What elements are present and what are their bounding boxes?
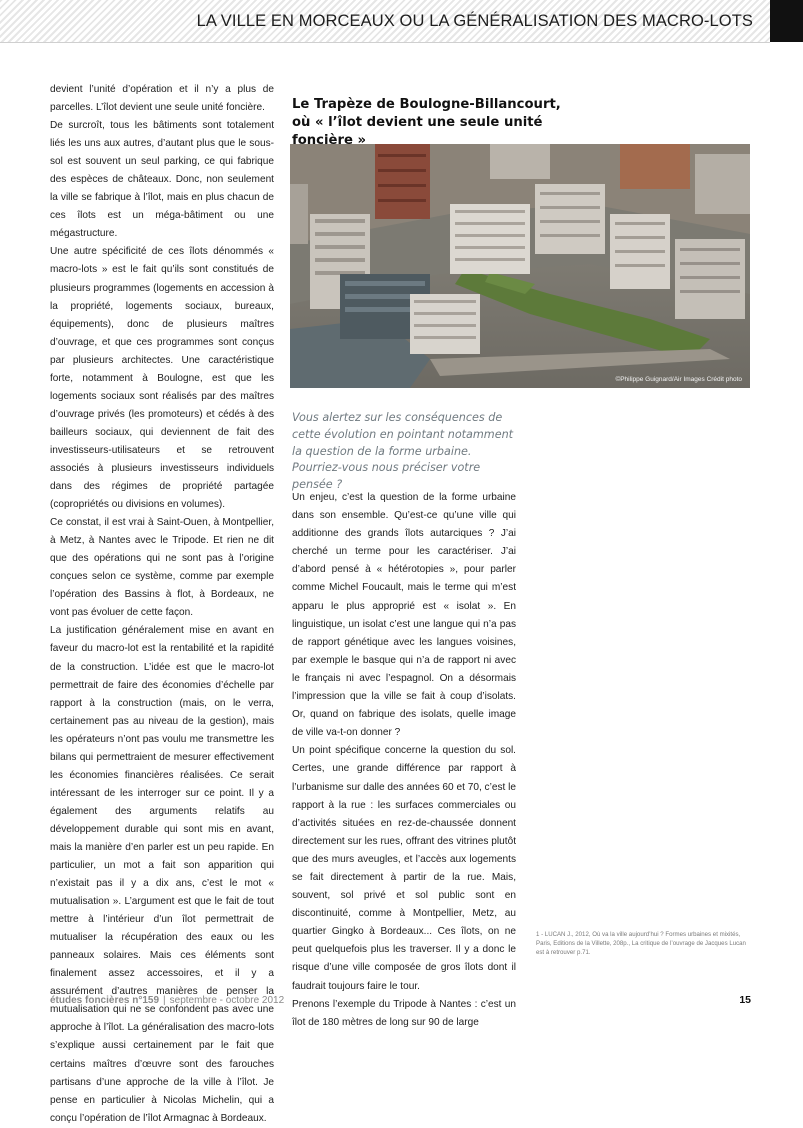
caption-box [290, 90, 566, 148]
interview-question [292, 410, 522, 494]
paragraph: Un enjeu, c’est la question de la forme urbaine dans son ensemble. Qu’est-ce qu’une ville qui additionne des grands îlots autarciques ? J’ai cherché un terme pour les caractériser. J’ai d’abord pensé à « hétérotopies », pour parler comme Michel Foucault, mais le terme qui m’est apparu le plus approprié est « isolat ». En linguistique, un isolat c’est une langue qui n’a pas de rapport génétique avec les langues voisines, par exemple le basque qui n’a de rapport ni avec le français ni avec l’espagnol. On a désormais l’impression que la ville se fait à coup d’isolats. Or, quand on fabrique des isolats, quelle image de ville va-t-on donner ? [292, 492, 516, 739]
figure-caption: Le Trapèze de Boulogne-Billancourt, où « l’îlot devient une seule unité foncière » [292, 97, 561, 148]
photo-credit: ©Philippe Guignard/Air Images Crédit photo [615, 376, 742, 383]
paragraph: Un point spécifique concerne la question du sol. Certes, une grande différence par rapport à l’urbanisme sur dalle des années 60 et 70, c’est le rapport à la rue : les surfaces commerciales ou d’activités situées en rez-de-chaussée donnent directement sur les rues, offrant des vitrines plutôt que des murs aveugles, et l’accès aux logements se fait directement à partir de la rue. Mais, souvent, sol privé et sol public sont en discontinuité, comme à Montpellier, Metz, au quartier Gingko à Bordeaux... Ces îlots, on ne peut quelquefois plus les traverser. Il y a donc le risque d’une ville composée de gros îlots dont il faudrait toujours faire le tour. [292, 745, 516, 992]
footnote [536, 930, 751, 957]
right-text-column [292, 489, 516, 1032]
aerial-photo-illustration [290, 144, 750, 388]
paragraph: Prenons l’exemple du Tripode à Nantes : c’est un îlot de 180 mètres de long sur 90 de large [292, 998, 516, 1028]
section-title: LA VILLE EN MORCEAUX OU LA GÉNÉRALISATION DES MACRO-LOTS [196, 12, 753, 30]
journal-name: études foncières n°159 [50, 995, 160, 1006]
aerial-photo [290, 144, 750, 388]
paragraph: Ce constat, il est vrai à Saint-Ouen, à Montpellier, à Metz, à Nantes avec le Tripode. Et rien ne dit que des opérations qui ne sont pas à l’origine conçues selon ce système, comme par exemple l’opération des Bassins à flot, à Bordeaux, ne vont pas évoluer de cette façon. [50, 517, 274, 619]
footnote-text: 1 - LUCAN J., 2012, Où va la ville aujourd’hui ? Formes urbaines et mixités, Paris, Editions de la Villette, 208p., La critique de l’ouvrage de Jacques Lucan est à retrouver p.71. [536, 931, 746, 956]
paragraph: Une autre spécificité de ces îlots dénommés « macro-lots » est le fait qu’ils sont constitués de plusieurs programmes (logements en accession à la propriété, logements sociaux, bureaux, équipements), donc de plusieurs maîtres d’ouvrage, et que ces programmes sont conçus par plusieurs architectes. Une caractéristique forte, notamment à Boulogne, est que les logements sociaux sont réalisés par des maîtres d’ouvrage privés (les promoteurs) et cédés à des bailleurs sociaux, qui deviennent de fait des investisseurs-utilisateurs et se retrouvent associés à plusieurs investisseurs individuels dans des régimes de propriété partagée (copropriétés ou divisions en volumes). [50, 246, 274, 511]
page-footer [50, 995, 284, 1006]
paragraph: De surcroît, tous les bâtiments sont totalement liés les uns aux autres, d’autant plus que le sous-sol est souvent un seul parking, ce qui fabrique des espèces de châteaux. Donc, non seulement la ville se fabrique à l’îlot, mais en plus chacun de ces îlots est un méga-bâtiment ou une mégastructure. [50, 120, 274, 240]
aerial-photo-figure [290, 90, 750, 388]
left-text-column [50, 81, 274, 1128]
header-black-tab [770, 0, 803, 42]
page-number: 15 [739, 994, 751, 1006]
issue-date: septembre - octobre 2012 [169, 995, 285, 1006]
question-text: Vous alertez sur les conséquences de cette évolution en pointant notamment la question de la forme urbaine. Pourriez-vous nous préciser votre pensée ? [292, 411, 514, 492]
footer-separator: | [163, 995, 166, 1006]
paragraph: devient l’unité d’opération et il n’y a plus de parcelles. L’îlot devient une seule unité foncière. [50, 84, 274, 114]
paragraph: La justification généralement mise en avant en faveur du macro-lot est la rentabilité et la rapidité de la construction. L’idée est que le macro-lot permettrait de faire des économies d’échelle par rapport à la construction (mais, on le verra, certainement pas au niveau de la gestion), mais les opérateurs n’ont pas voulu me transmettre les bilans qui permettraient de mesurer effectivement les économies financières réalisées. Ce serait intéressant de les interroger sur ce point. Il y a également des arguments relatifs au développement durable qui sont mis en avant, mais la manière d’en parler est un peu rapide. En particulier, un mot a fait son apparition qui n’existait pas il y a dix ans, c’est le mot « mutualisation ». L’argument est que le fait de tout mettre à l’intérieur d’un îlot permettrait de mutualiser la récupération des eaux ou les panneaux solaires. Mais ces éléments sont finalement assez accessoires, et il y a assurément d’autres manières de penser la mutualisation qui ne se confondent pas avec une approche à l’îlot. La généralisation des macro-lots s’explique aussi certainement par le fait que certains maîtres d’œuvre sont des farouches partisans d’une approche de la ville à l’îlot. Je pense en particulier à Nicolas Michelin, qui a conçu l’opération de l’îlot Armagnac à Bordeaux. [50, 625, 274, 1124]
